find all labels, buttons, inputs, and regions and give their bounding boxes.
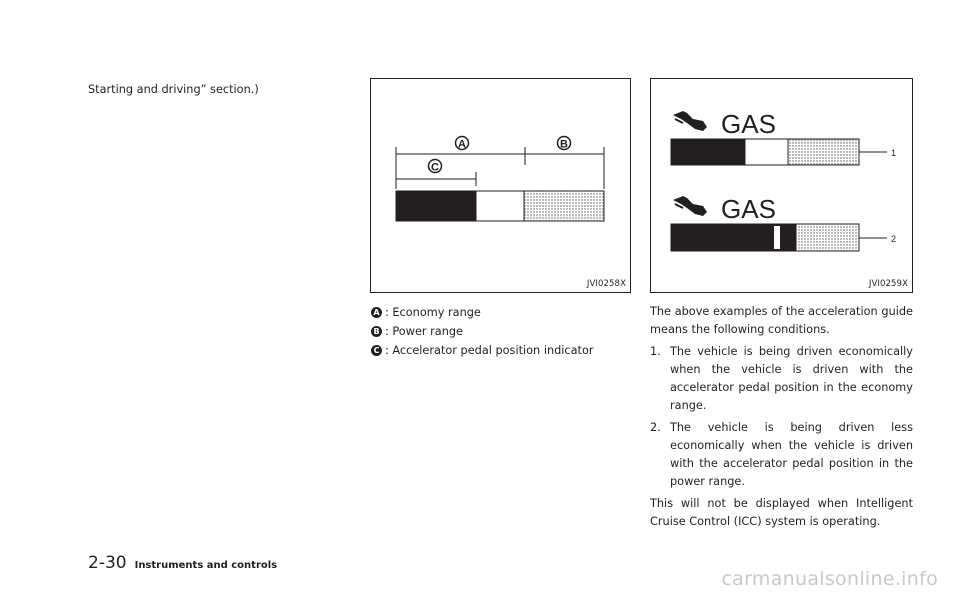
range-diagram xyxy=(371,79,630,292)
icc-note: This will not be displayed when Intelligent Cruise Control (ICC) system is operating. xyxy=(650,497,913,528)
marker-a xyxy=(456,137,469,151)
page-number: 2-30 xyxy=(88,553,127,573)
marker-c-icon: C xyxy=(371,345,382,356)
intro-text: Starting and driving” section.) xyxy=(88,83,259,96)
callout-1: 1 xyxy=(891,148,897,158)
gas-gauge-diagram xyxy=(651,79,912,292)
explanation-text xyxy=(650,303,913,535)
gas-label: GAS xyxy=(721,109,776,139)
figure-acceleration-guide-ranges xyxy=(370,78,631,293)
legend-text: : Accelerator pedal position indicator xyxy=(385,344,594,357)
list-item: 1. The vehicle is being driven economically when the vehicle is driven with the accelerator pedal position in the economy range. xyxy=(650,345,913,412)
watermark: carmanualsonline.info xyxy=(721,568,938,590)
legend-item-b xyxy=(371,322,641,341)
legend-text: : Power range xyxy=(385,325,463,338)
figure-legend xyxy=(371,303,641,360)
svg-text:A: A xyxy=(458,138,466,151)
callout-2: 2 xyxy=(891,234,897,244)
pedal-icon xyxy=(673,196,707,216)
legend-item-c xyxy=(371,341,641,360)
svg-text:C: C xyxy=(431,161,439,174)
marker-a-icon: A xyxy=(371,307,382,318)
pedal-icon xyxy=(673,111,707,131)
acceleration-bar xyxy=(396,191,604,221)
page-footer xyxy=(88,553,277,573)
list-item: 2. The vehicle is being driven less economically when the vehicle is driven with the accelerator pedal position in the power range. xyxy=(650,421,913,488)
gauge-bar-1 xyxy=(671,139,859,165)
svg-text:B: B xyxy=(560,138,568,151)
legend-text: : Economy range xyxy=(385,306,481,319)
section-title: Instruments and controls xyxy=(134,560,278,571)
gas-label: GAS xyxy=(721,194,776,224)
gauge-bar-2 xyxy=(671,224,859,251)
conditions-list xyxy=(650,343,913,491)
figure-code: JVI0259X xyxy=(868,279,908,289)
marker-b-icon: B xyxy=(371,326,382,337)
marker-b xyxy=(558,137,571,151)
legend-item-a xyxy=(371,303,641,322)
marker-c xyxy=(429,160,442,174)
figure-gas-gauge-examples xyxy=(650,78,913,293)
explanation-intro: The above examples of the acceleration guide means the following conditions. xyxy=(650,305,913,336)
figure-code: JVI0258X xyxy=(586,279,626,289)
